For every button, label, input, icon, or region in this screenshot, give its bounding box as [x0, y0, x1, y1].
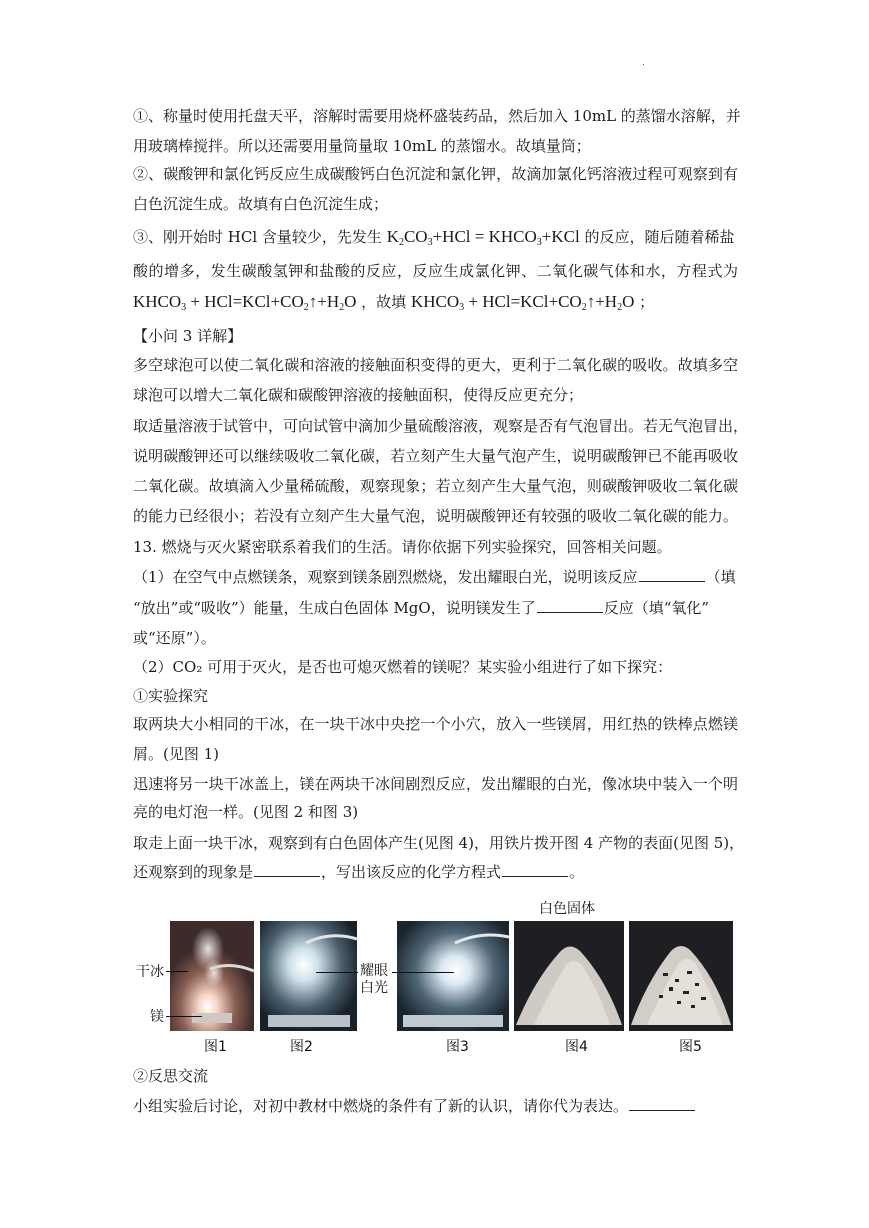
annot-glare-2: 白光	[360, 980, 388, 996]
pointer-glare-left	[316, 972, 358, 973]
answer-blank	[254, 862, 320, 877]
equation-line-1	[133, 227, 738, 247]
figure-4-photo	[514, 921, 624, 1031]
text-line	[133, 862, 738, 882]
chem-equation-1: $K_2CO_3+HCl$ = $KHCO_3+KCl$	[386, 227, 580, 248]
answer-blank	[502, 862, 568, 877]
annot-glare-1: 耀眼	[360, 963, 388, 979]
text-line: 白色沉淀生成。故填有白色沉淀生成；	[133, 195, 389, 213]
figure-4-image	[514, 921, 624, 1031]
answer-blank	[629, 1096, 695, 1111]
annot-dry-ice: 干冰	[136, 964, 164, 980]
text-line: 球泡可以增大二氧化碳和碳酸钾溶液的接触面积，使得反应更充分；	[133, 386, 584, 404]
answer-blank	[639, 567, 705, 582]
question-13-1-cont	[133, 598, 738, 618]
equation-mid: ，故填	[361, 293, 407, 311]
figure-label-5: 图5	[679, 1039, 702, 1055]
corner-mark: .	[642, 58, 645, 68]
figure-3-image	[397, 921, 509, 1031]
line-suffix: 的反应，随后随着稀盐	[584, 228, 735, 246]
figure-2-photo	[260, 921, 357, 1031]
annot-white-solid: 白色固体	[539, 901, 595, 917]
figure-1-photo	[170, 921, 254, 1031]
subheading: ①实验探究	[133, 687, 209, 705]
text-span: 。	[569, 863, 585, 881]
text-line: 取适量溶液于试管中，可向试管中滴加少量硫酸溶液，观察是否有气泡冒出。若无气泡冒出，	[133, 417, 749, 435]
figure-5-image	[629, 921, 733, 1031]
text-line: 屑。(见图 1)	[133, 745, 220, 763]
text-span: 小组实验后讨论，对初中教材中燃烧的条件有了新的认识，请你代为表达。	[133, 1097, 629, 1115]
figure-label-4: 图4	[565, 1039, 588, 1055]
question-13-2: （2）CO₂ 可用于灭火，是否也可熄灭燃着的镁呢？某实验小组进行了如下探究：	[133, 658, 673, 676]
pointer-glare-right	[392, 972, 454, 973]
text-line: 迅速将另一块干冰盖上，镁在两块干冰间剧烈反应，发出耀眼的白光，像冰块中装入一个明	[133, 775, 738, 793]
figure-5-photo	[629, 921, 733, 1031]
text-line: 多空球泡可以使二氧化碳和溶液的接触面积变得的更大，更利于二氧化碳的吸收。故填多空	[133, 356, 738, 374]
figure-label-3: 图3	[446, 1039, 469, 1055]
answer-blank	[537, 598, 603, 613]
text-line: 取走上面一块干冰，观察到有白色固体产生(见图 4)，用铁片拨开图 4 产物的表面(见图 5)，	[133, 834, 745, 852]
text-line: 取两块大小相同的干冰，在一块干冰中央挖一个小穴，放入一些镁屑，用红热的铁棒点燃镁	[133, 715, 738, 733]
text-line: 酸的增多，发生碳酸氢钾和盐酸的反应，反应生成氯化钾、二氧化碳气体和水，方程式为	[133, 262, 738, 280]
text-line: 二氧化碳。故填滴入少量稀硫酸，观察现象；若立刻产生大量气泡，则碳酸钾吸收二氧化碳	[133, 477, 738, 495]
figure-1-image	[170, 921, 254, 1031]
equation-end: ；	[639, 293, 655, 311]
figure-label-2: 图2	[290, 1039, 313, 1055]
text-line	[133, 1096, 738, 1116]
figure-label-1: 图1	[204, 1039, 227, 1055]
q13-1-text: （1）在空气中点燃镁条，观察到镁条剧烈燃烧，发出耀眼白光，说明该反应	[133, 568, 638, 586]
text-span: ，写出该反应的化学方程式	[321, 863, 502, 881]
equation-line-2	[133, 292, 738, 312]
section-title: 【小问 3 详解】	[133, 327, 243, 345]
annot-magnesium: 镁	[150, 1009, 164, 1025]
text-line: ②、碳酸钾和氯化钙反应生成碳酸钙白色沉淀和氯化钾，故滴加氯化钙溶液过程可观察到有	[133, 165, 738, 183]
line-prefix: ③、刚开始时 HCl 含量较少，先发生	[133, 228, 382, 246]
text-line: ①、称量时使用托盘天平，溶解时需要用烧杯盛装药品，然后加入 10mL 的蒸馏水溶解，并	[133, 107, 741, 125]
question-13-1	[133, 567, 738, 587]
text-line: 说明碳酸钾还可以继续吸收二氧化碳，若立刻产生大量气泡产生，说明碳酸钾已不能再吸收	[133, 447, 738, 465]
q13-1b-text: “放出”或“吸收”）能量，生成白色固体 MgO，说明镁发生了	[133, 599, 536, 617]
text-span: 还观察到的现象是	[133, 863, 254, 881]
text-line: 用玻璃棒搅拌。所以还需要用量筒量取 10mL 的蒸馏水。故填量筒；	[133, 137, 591, 155]
q13-1-text-end: （填	[705, 568, 736, 586]
pointer-magnesium	[166, 1016, 202, 1017]
question-13: 13. 燃烧与灭火紧密联系着我们的生活。请你依据下列实验探究，回答相关问题。	[133, 538, 672, 556]
figure-2-image	[260, 921, 357, 1031]
chem-equation-2: $KHCO_3$ + $HCl=KCl+CO_2↑+H_2O$	[133, 292, 357, 313]
pointer-dry-ice	[166, 971, 188, 972]
text-line: 亮的电灯泡一样。(见图 2 和图 3)	[133, 803, 359, 821]
text-line: 或“还原”）。	[133, 629, 216, 647]
figure-3-photo	[397, 921, 509, 1031]
text-line: 的能力已经很小；若没有立刻产生大量气泡，说明碳酸钾还有较强的吸收二氧化碳的能力。	[133, 507, 738, 525]
subheading: ②反思交流	[133, 1067, 209, 1085]
chem-equation-3: $KHCO_3$ + $HCl=KCl+CO_2↑+H_2O$	[410, 292, 635, 313]
q13-1b-text-end: 反应（填“氧化”	[603, 599, 710, 617]
